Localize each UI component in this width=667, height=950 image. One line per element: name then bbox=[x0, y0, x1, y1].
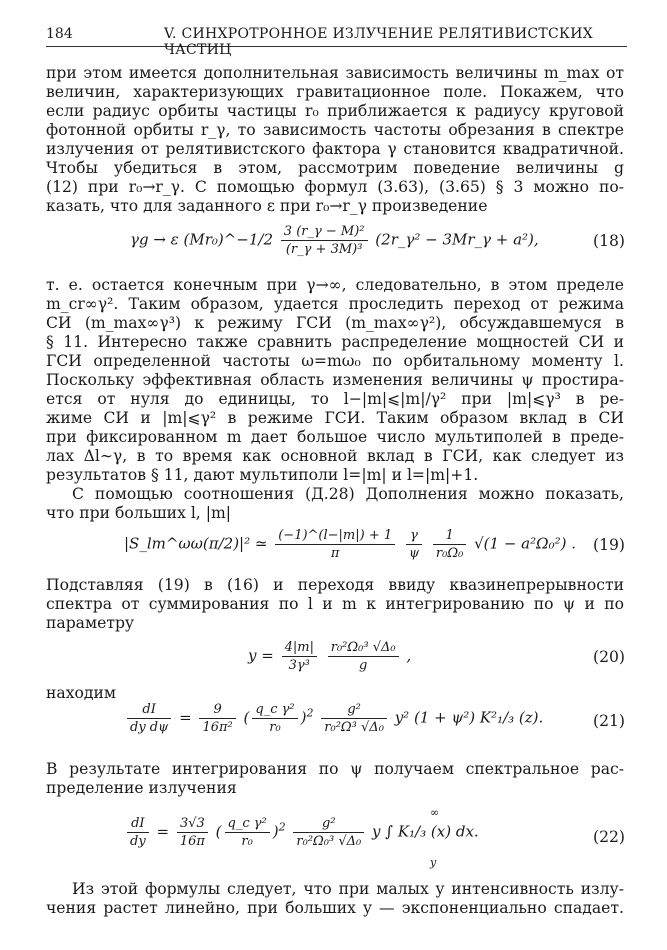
equation-label: (22) bbox=[592, 828, 625, 846]
text-line: величин, характеризующих гравитационное поле. Покажем, что bbox=[46, 83, 624, 101]
text-line: Поскольку эффективная область изменения величины ψ простира- bbox=[46, 371, 624, 389]
text-line: при фиксированном m дает большое число мультиполей в преде- bbox=[46, 428, 624, 446]
text-line: С помощью соотношения (Д.28) Дополнения можно показать, bbox=[72, 485, 624, 503]
text-line: Из этой формулы следует, что при малых y интенсивность излу- bbox=[72, 880, 624, 898]
text-line: если радиус орбиты частицы r₀ приближается к радиусу круговой bbox=[46, 102, 624, 120]
text-line: чения растет линейно, при больших y — экспоненциально спадает. bbox=[46, 899, 624, 917]
equation-19: |S_lm^ωω(π/2)|² ≃ $\frac{(-1)\^{}(l-|m|) + 1}{\pi}$ $\frac{\gamma}{\psi}$ $\frac{1}{\text{r₀Ω₀}}$ √(1 − a²Ω₀²) . bbox=[124, 528, 576, 561]
text-line: пределение излучения bbox=[46, 779, 237, 797]
text-line: фотонной орбиты r_γ, то зависимость частоты обрезания в спектре bbox=[46, 121, 624, 139]
equation-label: (20) bbox=[592, 648, 625, 666]
integral-upper-limit: ∞ bbox=[430, 806, 440, 819]
equation-label: (21) bbox=[592, 712, 625, 730]
text-line: казать, что для заданного ε при r₀→r_γ произведение bbox=[46, 197, 488, 215]
equation-label: (19) bbox=[592, 536, 625, 554]
text-line: Чтобы убедиться в этом, рассмотрим поведение величины g bbox=[46, 159, 624, 177]
equation-21: $\frac{dI}{\text{dy dψ}}$ = $\frac{9}{\text{16π²}}$ ( $\frac{\text{q\_c γ²}}{\text{r₀}}$ )$^2$ $\frac{\text{g²}}{\text{r₀²Ω³ √Δ₀}}$ y² (1 + ψ²) K²₁/₃ (z). bbox=[124, 702, 543, 735]
text-line: при этом имеется дополнительная зависимость величины m_max от bbox=[46, 64, 624, 82]
text-line: ГСИ определенной частоты ω=mω₀ по орбитальному моменту l. bbox=[46, 352, 624, 370]
equation-18: γg → ε (Mr₀)^−1/2 $\frac{\text{3 (r\_γ − M)²}}{\text{(r\_γ + 3M)³}}$ (2r_γ² − 3Mr_γ + a²), bbox=[130, 224, 539, 257]
text-line: жиме СИ и |m|⩽γ² в режиме ГСИ. Таким образом вклад в СИ bbox=[46, 409, 624, 427]
equation-20: y = $\frac{4|m|}{\text{3γ³}}$ $\frac{\text{r₀²Ω₀³ √Δ₀}}{g}$ , bbox=[248, 640, 412, 673]
text-line: параметру bbox=[46, 614, 135, 632]
text-line: § 11. Интересно также сравнить распределение мощностей СИ и bbox=[46, 333, 624, 351]
text-line: Подставляя (19) в (16) и переходя ввиду квазинепрерывности bbox=[46, 576, 624, 594]
text-line: результатов § 11, дают мультиполи l=|m| и l=|m|+1. bbox=[46, 466, 479, 484]
text-line: спектра от суммирования по l и m к интегрированию по ψ и по bbox=[46, 595, 624, 613]
text-line: т. е. остается конечным при γ→∞, следовательно, в этом пределе bbox=[46, 276, 624, 294]
text-line: m_cr∞γ². Таким образом, удается проследить переход от режима bbox=[46, 295, 624, 313]
text-line: СИ (m_max∞γ³) к режиму ГСИ (m_max∞γ²), обсуждавшемуся в bbox=[46, 314, 624, 332]
running-title: V. СИНХРОТРОННОЕ ИЗЛУЧЕНИЕ РЕЛЯТИВИСТСКИХ ЧАСТИЦ bbox=[164, 26, 593, 58]
text-line: излучения от релятивистского фактора γ становится квадратичной. bbox=[46, 140, 624, 158]
integral-lower-limit: y bbox=[430, 856, 437, 869]
text-line: лах Δl∼γ, в то время как основной вклад в ГСИ, как следует из bbox=[46, 447, 624, 465]
text-line: В результате интегрирования по ψ получаем спектральное рас- bbox=[46, 760, 624, 778]
page-number: 184 bbox=[46, 26, 73, 42]
text-line: что при больших l, |m| bbox=[46, 504, 232, 522]
page-header bbox=[46, 24, 627, 58]
text-line: находим bbox=[46, 684, 116, 702]
equation-22: $\frac{dI}{dy}$ = $\frac{3√3}{16\pi}$ ( $\frac{\text{q\_c γ²}}{\text{r₀}}$ )$^2$ $\frac{\text{g²}}{\text{r₀²Ω₀³ √Δ₀}}$ y ∫ K₁/₃ (x) dx. bbox=[124, 816, 479, 849]
text-line: ется от нуля до единицы, то l−|m|⩽|m|/γ² при |m|⩽γ³ в ре- bbox=[46, 390, 624, 408]
equation-label: (18) bbox=[592, 232, 625, 250]
text-line: (12) при r₀→r_γ. С помощью формул (3.63), (3.65) § 3 можно по- bbox=[46, 178, 624, 196]
